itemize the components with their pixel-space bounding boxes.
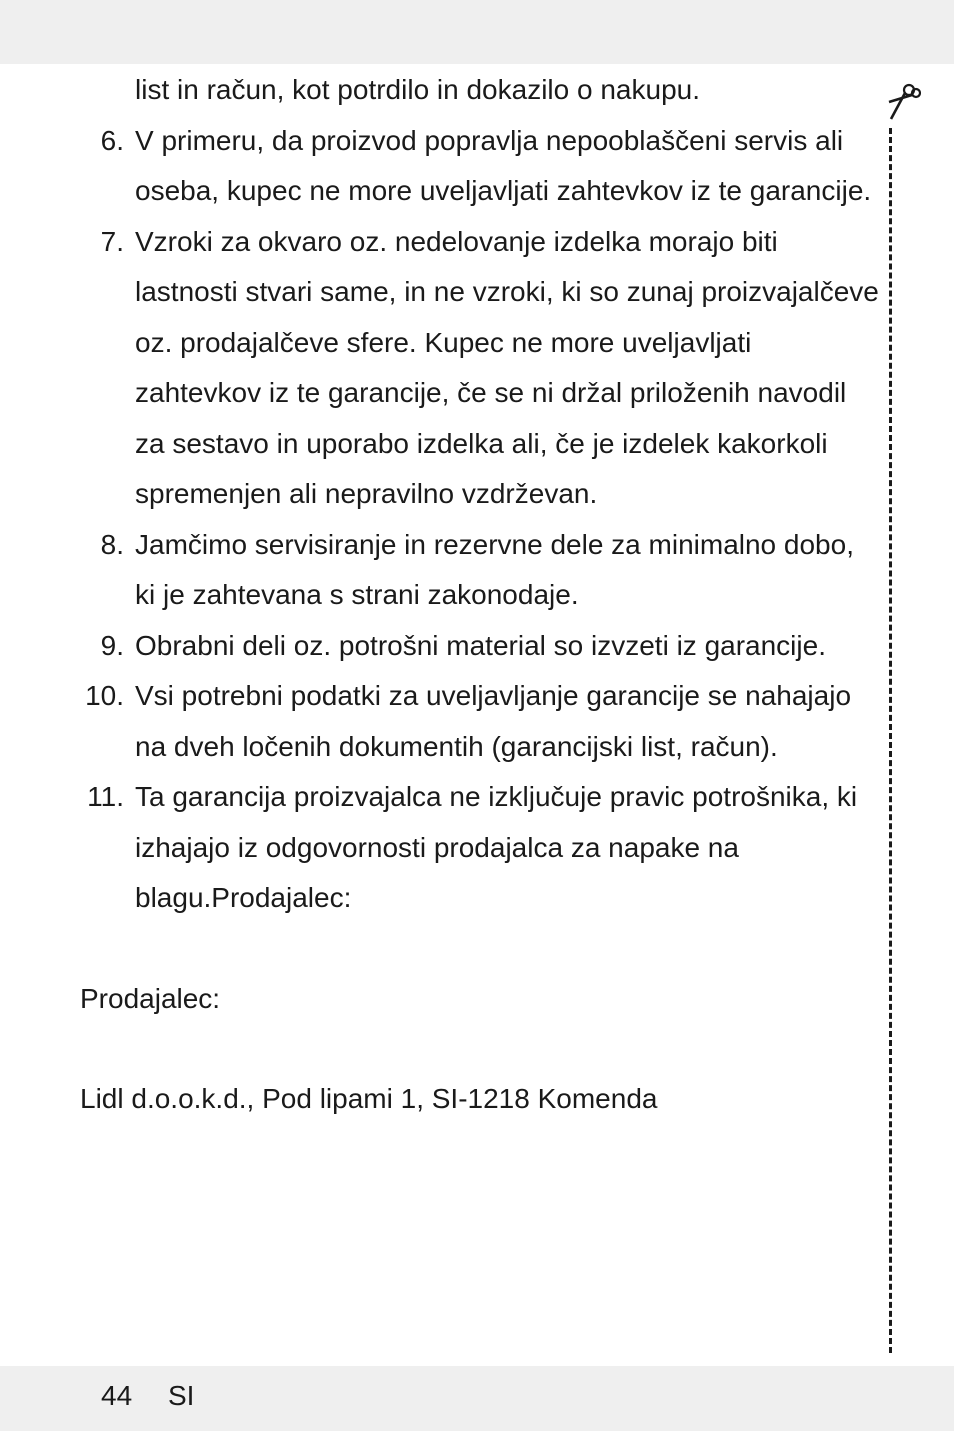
list-item-number: 8.	[100, 528, 124, 560]
list-item-text: Vsi potrebni podatki za uveljavljanje garancije se nahajajo na dveh ločenih dokumentih (garancijski list, račun).	[135, 680, 852, 762]
list-item-number: 7.	[100, 225, 124, 257]
footer-band	[0, 1366, 954, 1431]
list-item	[0, 671, 954, 772]
list-item	[0, 520, 954, 621]
list-item-number: 9.	[100, 629, 124, 661]
list-item-text: Vzroki za okvaro oz. nedelovanje izdelka morajo biti lastnosti stvari same, in ne vzroki, ki so zunaj proizvajalčeve oz. prodajalčeve sfere. Kupec ne more uveljavljati zahtevkov iz te garancije, če se ni držal priloženih navodil za sestavo in uporabo izdelka ali, če je izdelek kakorkoli spremenjen ali nepravilno vzdrževan.	[135, 225, 879, 509]
list-item	[0, 772, 954, 924]
document-body	[0, 65, 954, 1125]
list-item-number: 11.	[87, 781, 124, 812]
list-item	[0, 621, 954, 672]
list-item-number: 10.	[85, 680, 124, 711]
header-band	[0, 0, 954, 64]
seller-label: Prodajalec:	[80, 982, 221, 1014]
list-item-text: Jamčimo servisiranje in rezervne dele za minimalno dobo, ki je zahtevana s strani zakonodaje.	[135, 528, 854, 610]
list-item-number: 6.	[100, 124, 124, 156]
seller-address: Lidl d.o.o.k.d., Pod lipami 1, SI-1218 Komenda	[80, 1083, 658, 1114]
list-item-text: Ta garancija proizvajalca ne izključuje pravic potrošnika, ki izhajajo iz odgovornosti prodajalca za napake na blagu.Prodajalec:	[135, 781, 858, 913]
list-continuation: list in račun, kot potrdilo in dokazilo o nakupu.	[135, 74, 700, 105]
page-language: SI	[168, 1380, 195, 1411]
list-item	[0, 116, 954, 217]
list-item	[0, 217, 954, 520]
list-item-text: Obrabni deli oz. potrošni material so izvzeti iz garancije.	[135, 629, 826, 661]
page-number: 44	[101, 1380, 133, 1411]
list-item-text: V primeru, da proizvod popravlja nepooblaščeni servis ali oseba, kupec ne more uveljavljati zahtevkov iz te garancije.	[135, 124, 872, 206]
